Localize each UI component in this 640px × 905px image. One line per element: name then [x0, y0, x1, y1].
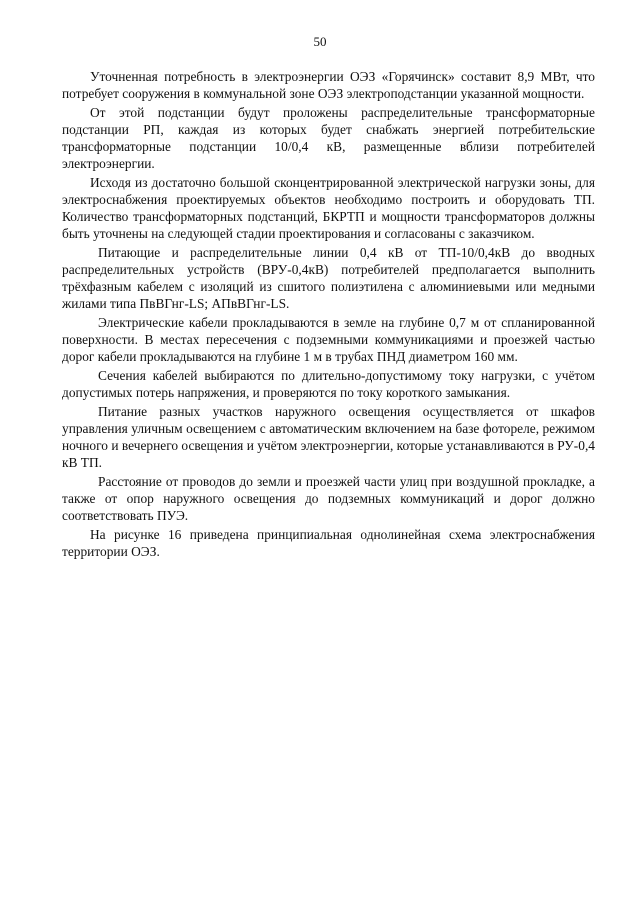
paragraph-cable-laying: Электрические кабели прокладываются в земле на глубине 0,7 м от спланированной поверхности. В местах пересечения с подземными коммуникациями и проезжей частью дорог кабели прокладываются на глубине 1 м в трубах ПНД диаметром 160 мм.: [62, 315, 595, 364]
page-number: 50: [313, 34, 327, 49]
paragraph-cable-sections: Сечения кабелей выбираются по длительно-допустимому току нагрузки, с учётом допустимых потерь напряжения, и проверяются по току короткого замыкания.: [62, 368, 595, 400]
paragraph-figure-reference: На рисунке 16 приведена принципиальная однолинейная схема электроснабжения территории ОЭЗ.: [62, 527, 595, 559]
paragraph-clearances: Расстояние от проводов до земли и проезжей части улиц при воздушной прокладке, а также от опор наружного освещения до подземных коммуникаций и дорог должно соответствовать ПУЭ.: [62, 474, 595, 523]
paragraph-load-concentration: Исходя из достаточно большой сконцентрированной электрической нагрузки зоны, для электроснабжения проектируемых объектов необходимо построить и оборудовать ТП. Количество трансформаторных подстанций, БКРТП и мощности трансформаторов должны быть уточнены на следующей стадии проектирования и согласованы с заказчиком.: [62, 175, 595, 241]
paragraph-supply-lines: Питающие и распределительные линии 0,4 кВ от ТП-10/0,4кВ до вводных распределительных устройств (ВРУ-0,4кВ) потребителей предполагается выполнить трёхфазным кабелем с изоляций из сшитого полиэтилена с алюминиевыми или медными жилами типа ПвВГнг-LS; АПвВГнг-LS.: [62, 245, 595, 311]
paragraph-power-demand: Уточненная потребность в электроэнергии ОЭЗ «Горячинск» составит 8,9 МВт, что потребует сооружения в коммунальной зоне ОЭЗ электроподстанции указанной мощности.: [62, 69, 595, 101]
paragraph-distribution-substations: От этой подстанции будут проложены распределительные трансформаторные подстанции РП, каждая из которых будет снабжать энергией потребительские трансформаторные подстанции 10/0,4 кВ, размещенные вблизи потребителей электроэнергии.: [62, 105, 595, 171]
document-body: [62, 68, 595, 562]
paragraph-outdoor-lighting: Питание разных участков наружного освещения осуществляется от шкафов управления уличным освещением с автоматическим включением на базе фотореле, режимом ночного и вечернего освещения и учётом электроэнергии, которые устанавливаются в РУ-0,4 кВ ТП.: [62, 404, 595, 470]
